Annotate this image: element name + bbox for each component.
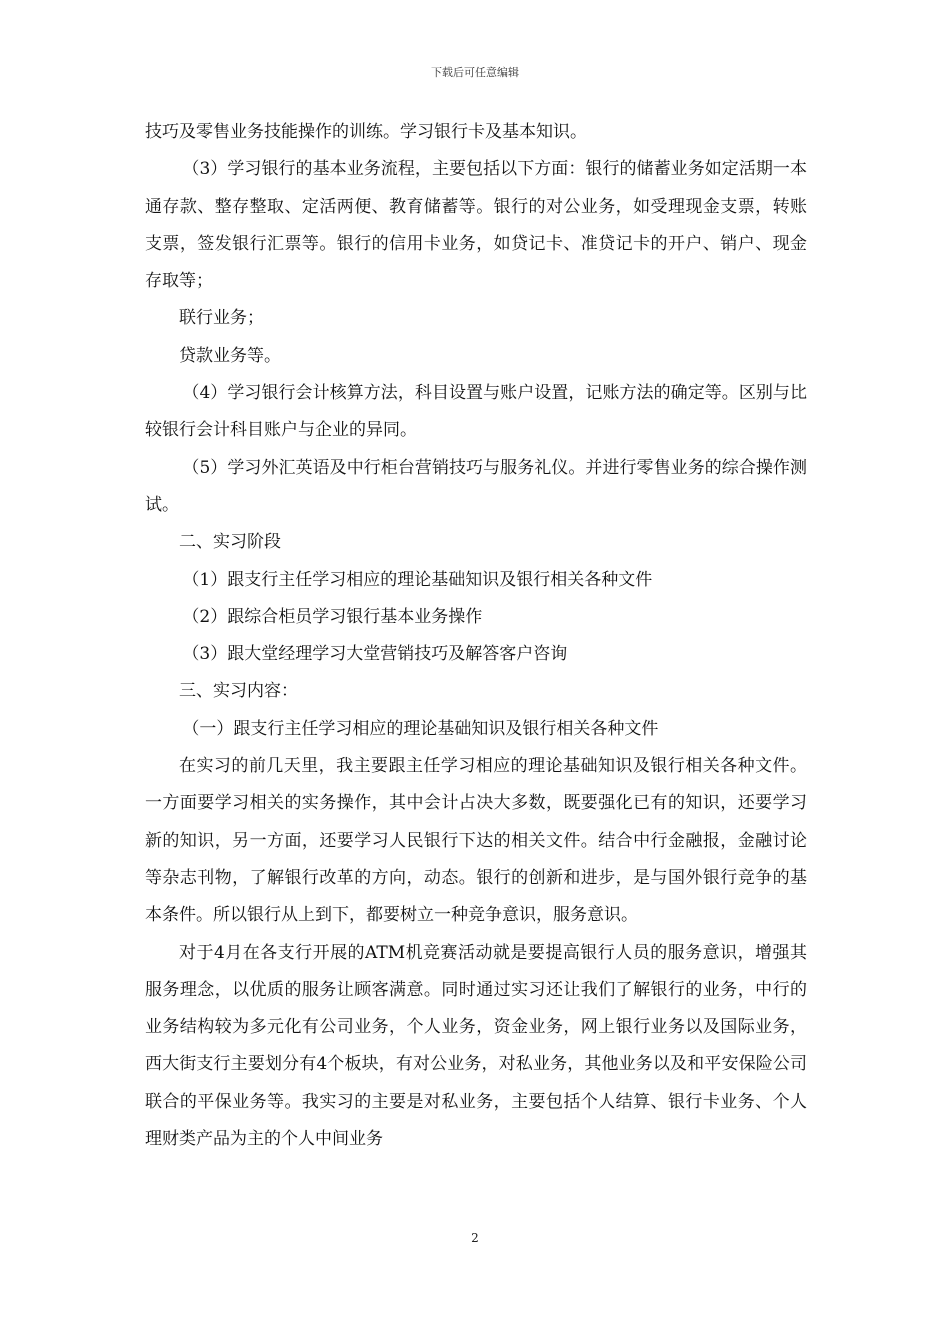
- paragraph-item-4: （4）学习银行会计核算方法，科目设置与账户设置，记账方法的确定等。区别与比较银行会计科目账户与企业的异同。: [145, 383, 807, 441]
- paragraph: 联行业务；: [179, 308, 264, 329]
- paragraph: 贷款业务等。: [179, 345, 281, 366]
- section-heading-3: 三、实习内容：: [179, 681, 298, 702]
- paragraph: 技巧及零售业务技能操作的训练。学习银行卡及基本知识。: [145, 122, 587, 142]
- page-number: 2: [471, 1231, 479, 1245]
- paragraph-item-3: （3）学习银行的基本业务流程，主要包括以下方面：银行的储蓄业务如定活期一本通存款、整存整取、定活两便、教育储蓄等。银行的对公业务，如受理现金支票，转账支票，签发银行汇票等。银行的信用卡业务，如贷记卡、准贷记卡的开户、销户、现金存取等；: [145, 159, 807, 292]
- page-header: 下载后可任意编辑: [431, 66, 519, 79]
- stage-item-1: （1）跟支行主任学习相应的理论基础知识及银行相关各种文件: [182, 569, 653, 590]
- stage-item-2: （2）跟综合柜员学习银行基本业务操作: [182, 606, 483, 627]
- paragraph: 对于4月在各支行开展的ATM机竞赛活动就是要提高银行人员的服务意识，增强其服务理念，以优质的服务让顾客满意。同时通过实习还让我们了解银行的业务，中行的业务结构较为多元化有公司业务，个人业务，资金业务，网上银行业务以及国际业务，西大街支行主要划分有4个板块，有对公业务，对私业务，其他业务以及和平安保险公司联合的平保业务等。我实习的主要是对私业务，主要包括个人结算、银行卡业务、个人理财类产品为主的个人中间业务: [145, 942, 807, 1150]
- subsection-heading-1: （一）跟支行主任学习相应的理论基础知识及银行相关各种文件: [182, 718, 659, 739]
- paragraph: 在实习的前几天里，我主要跟主任学习相应的理论基础知识及银行相关各种文件。一方面要学习相关的实务操作，其中会计占决大多数，既要强化已有的知识，还要学习新的知识，另一方面，还要学习人民银行下达的相关文件。结合中行金融报，金融讨论等杂志刊物，了解银行改革的方向，动态。银行的创新和进步，是与国外银行竞争的基本条件。所以银行从上到下，都要树立一种竞争意识，服务意识。: [145, 756, 807, 926]
- document-body: [145, 114, 807, 1158]
- section-heading-2: 二、实习阶段: [179, 532, 281, 553]
- stage-item-3: （3）跟大堂经理学习大堂营销技巧及解答客户咨询: [182, 644, 568, 665]
- paragraph-item-5: （5）学习外汇英语及中行柜台营销技巧与服务礼仪。并进行零售业务的综合操作测试。: [145, 457, 807, 515]
